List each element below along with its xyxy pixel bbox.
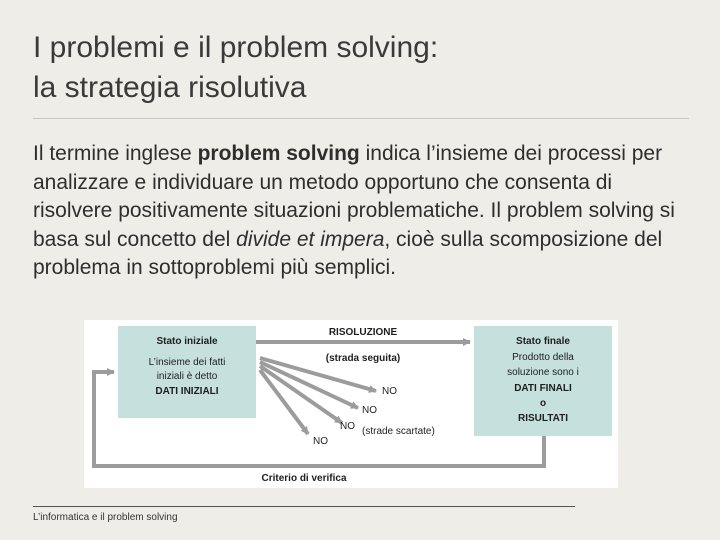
no-label: NO [362, 405, 377, 416]
no-label: NO [340, 421, 355, 432]
path-taken-label: (strada seguita) [325, 353, 401, 364]
problem-solving-diagram [84, 320, 618, 488]
rejected-paths-label: (strade scartate) [362, 426, 435, 437]
verification-criterion-label: Criterio di verifica [261, 473, 347, 484]
title-line-2: la strategia risolutiva [33, 71, 307, 104]
paragraph-text-1: Il termine inglese [33, 142, 198, 165]
resolution-label: RISOLUZIONE [328, 327, 398, 338]
end-box-line-1: Prodotto della [512, 352, 574, 363]
start-box-line-1: L’insieme dei fatti [148, 357, 226, 368]
footer-divider [33, 506, 575, 507]
start-box-title: Stato iniziale [156, 336, 218, 347]
body-paragraph [33, 140, 683, 283]
start-box-line-2: iniziali è detto [156, 371, 218, 382]
title-divider [33, 118, 689, 119]
no-label: NO [382, 386, 397, 397]
no-label: NO [313, 436, 328, 447]
slide-title [33, 28, 438, 108]
end-box-line-2: soluzione sono i [507, 367, 579, 378]
start-box-line-3: DATI INIZIALI [155, 386, 219, 397]
end-box-line-3: DATI FINALI [514, 383, 572, 394]
footer-text: L’informatica e il problem solving [33, 512, 178, 523]
paragraph-text-2: indica l’insieme dei processi per analizzare e individuare un metodo opportuno che consenta di risolvere positivamente situazioni problematiche. Il problem solving si basa sul concetto del [33, 142, 675, 251]
title-line-1: I problemi e il problem solving: [33, 31, 439, 64]
paragraph-text-3: , cioè sulla scomposizione del problema in sottoproblemi più semplici. [33, 227, 663, 279]
diagram-svg [84, 320, 618, 488]
paragraph-bold-term: problem solving [197, 142, 360, 165]
end-box-line-5: RISULTATI [518, 413, 568, 424]
paragraph-italic-term: divide et impera [236, 227, 385, 251]
end-box-title: Stato finale [516, 336, 570, 347]
end-box-line-4: o [539, 398, 547, 409]
